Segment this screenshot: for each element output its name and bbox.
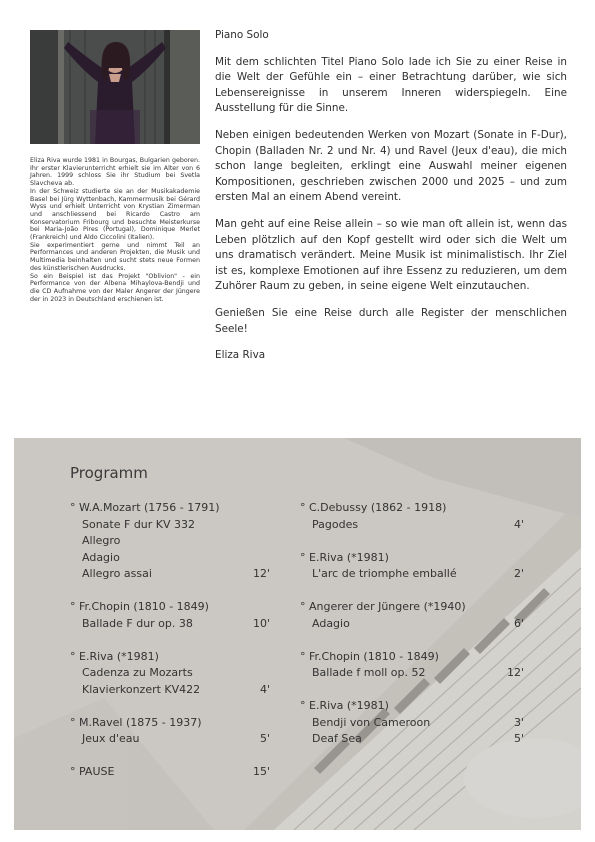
work-duration: 12': [252, 567, 270, 580]
work-title: Adagio: [82, 550, 120, 564]
bullet: °: [70, 765, 76, 778]
composer: W.A.Mozart (1756 - 1791): [79, 501, 220, 514]
work-title: Klavierkonzert KV422: [82, 682, 201, 696]
composer: E.Riva (*1981): [309, 550, 389, 564]
bullet: °: [70, 715, 76, 729]
bullet: °: [300, 600, 306, 613]
bullet: °: [70, 501, 76, 514]
work-duration: 12': [506, 666, 524, 679]
program-entry: [300, 500, 524, 533]
work-duration: 10': [252, 616, 270, 630]
bullet: °: [300, 699, 306, 712]
composer: E.Riva (*1981): [309, 699, 389, 712]
composer: M.Ravel (1875 - 1937): [79, 715, 202, 729]
program-section: [14, 438, 581, 830]
bullet: °: [300, 649, 306, 663]
work-title: L'arc de triomphe emballé: [312, 567, 457, 580]
intro-section: [215, 28, 567, 375]
composer: Angerer der Jüngere (*1940): [309, 600, 466, 613]
bio-paragraph: In der Schweiz studierte sie an der Musikakademie Basel bei Jürg Wyttenbach, Kammermusik bei Gérard Wyss und erhielt Unterricht von Krystian Zimerman und anschliessend bei Ricardo Castro am Konservatorium Fribourg und besuchte Meisterkurse bei Maria-João Pires (Portugal), Dominique Merlet (Frankreich) und Aldo Ciccolini (Italien).: [30, 187, 200, 242]
work-duration: 5': [513, 732, 524, 745]
composer: Fr.Chopin (1810 - 1849): [79, 600, 209, 613]
artist-biography: [30, 157, 200, 303]
program-entry: [300, 649, 524, 682]
program-entry: [300, 698, 524, 748]
bio-paragraph: So ein Beispiel ist das Projekt "Oblivion" - ein Performance von der Albena Mihaylova-Bendji und die CD Aufnahme von der Maler Angerer der Jüngere der in 2023 in Deutschland erschienen ist.: [30, 272, 200, 303]
work-duration: 6': [513, 616, 524, 630]
work-title: Sonate F dur KV 332: [82, 517, 196, 531]
program-entry: [70, 649, 270, 699]
work-duration: 4': [513, 517, 524, 531]
intro-heading: Piano Solo: [215, 29, 269, 41]
bullet: °: [70, 649, 76, 663]
program-entry: [70, 599, 270, 632]
work-title: Jeux d'eau: [82, 732, 140, 745]
work-duration: 5': [259, 732, 270, 745]
work-title: Adagio: [312, 616, 350, 630]
work-duration: 3': [513, 715, 524, 729]
composer: Fr.Chopin (1810 - 1849): [309, 649, 439, 663]
signature: Eliza Riva: [215, 349, 266, 362]
bullet: °: [300, 550, 306, 564]
program-entry: [70, 500, 270, 583]
work-title: Cadenza zu Mozarts: [82, 666, 193, 679]
intro-paragraph: Mit dem schlichten Titel Piano Solo lade ich Sie zu einer Reise in die Welt der Gefühle ein – einer Betrachtung darüber, wie sich Lebensereignisse in unserem Inneren widerspiegeln. Eine Ausstellung für die Sinne.: [215, 55, 567, 115]
bio-paragraph: Sie experimentiert gerne und nimmt Teil an Performances und anderen Projekten, die Musik und Multimedia beinhalten und sucht stets neue Formen des künstlerischen Ausdrucks.: [30, 241, 200, 272]
work-title: Pagodes: [312, 517, 359, 531]
work-title: Allegro assai: [82, 567, 152, 580]
work-duration: 2': [513, 567, 524, 580]
intro-paragraph: Man geht auf eine Reise allein – so wie man oft allein ist, wenn das Leben plötzlich auf den Kopf gestellt wird oder sich die Welt um uns dramatisch verändert. Meine Musik ist minimalistisch. Ihr Ziel ist es, komplexe Emotionen auf ihre Essenz zu reduzieren, um dem Zuhörer Raum zu geben, in seine eigene Welt einzutauchen.: [215, 217, 567, 293]
work-title: Ballade F dur op. 38: [82, 616, 193, 630]
artist-photo: [30, 30, 200, 144]
bio-paragraph: Eliza Riva wurde 1981 in Bourgas, Bulgarien geboren. Ihr erster Klavierunterricht erhielt sie im Alter von 6 Jahren. 1999 schloss Sie ihr Studium bei Svetla Slavcheva ab.: [30, 157, 200, 188]
program-title: Programm: [70, 464, 148, 482]
program-entry: [70, 715, 270, 748]
bullet: °: [70, 600, 76, 613]
program-entry: [300, 599, 524, 632]
program-entry-pause: [70, 764, 270, 781]
composer: E.Riva (*1981): [79, 649, 159, 663]
work-title: Bendji von Cameroon: [312, 715, 431, 729]
work-title: Deaf Sea: [312, 732, 362, 745]
program-entry: [300, 550, 524, 583]
pause-duration: 15': [252, 765, 270, 778]
work-title: Ballade f moll op. 52: [312, 666, 426, 679]
artist-photo-image: [30, 30, 200, 144]
work-title: Allegro: [82, 534, 121, 547]
composer: C.Debussy (1862 - 1918): [309, 501, 447, 514]
intro-paragraph: Neben einigen bedeutenden Werken von Mozart (Sonate in F-Dur), Chopin (Balladen Nr. 2 und Nr. 4) und Ravel (Jeux d'eau), die mich schon lange begleiten, erklingt eine Auswahl meiner eigenen Kompositionen, geschrieben zwischen 2000 und 2025 – und zum ersten Mal an einem Abend vereint.: [215, 128, 567, 204]
bullet: °: [300, 501, 306, 514]
program-column-left: [70, 500, 270, 797]
pause-label: PAUSE: [79, 765, 115, 778]
program-column-right: [300, 500, 524, 764]
work-duration: 4': [259, 682, 270, 696]
intro-paragraph: Genießen Sie eine Reise durch alle Register der menschlichen Seele!: [215, 306, 567, 335]
